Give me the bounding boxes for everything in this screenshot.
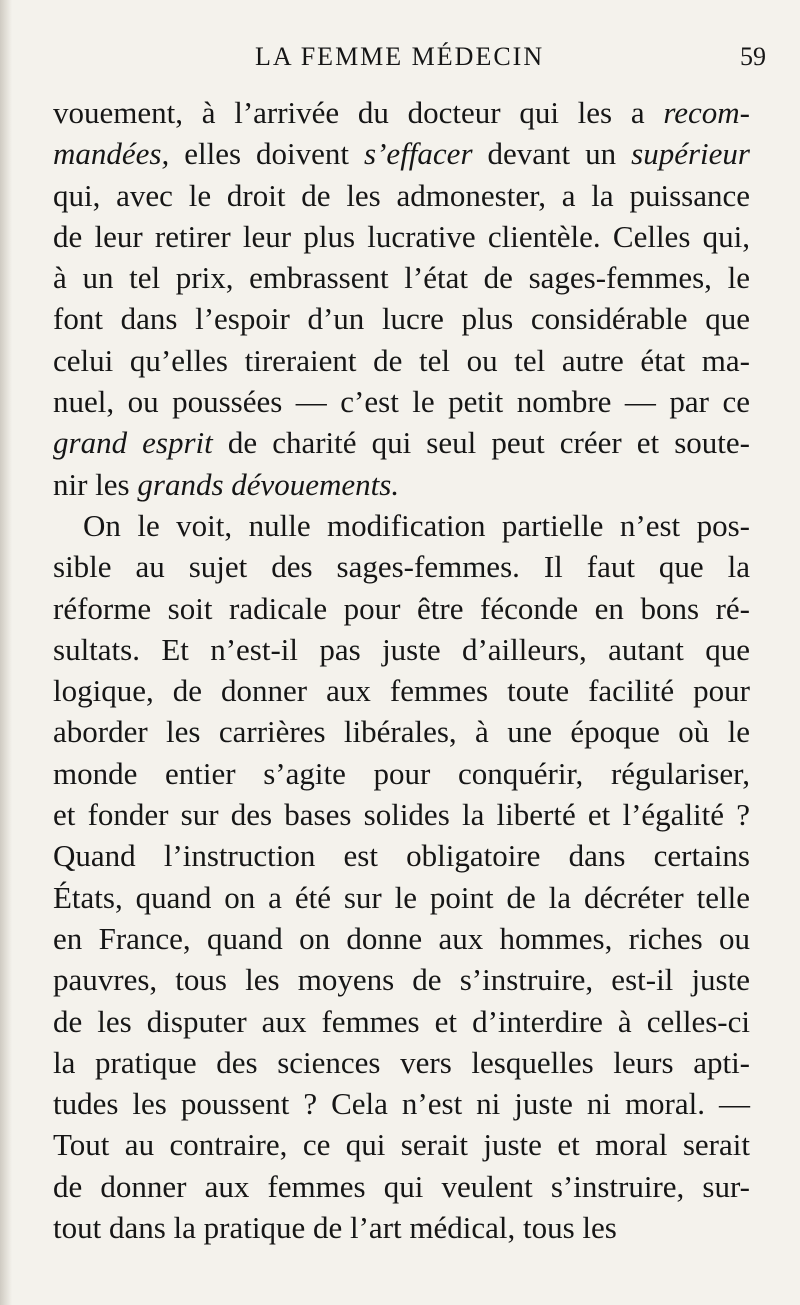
text-line bbox=[53, 505, 750, 546]
text-line bbox=[53, 1207, 750, 1248]
paragraph bbox=[53, 92, 750, 505]
text-segment: tudes les poussent ? Cela n’est ni juste ni moral. — bbox=[53, 1086, 750, 1122]
text-segment: sultats. Et n’est-il pas juste d’ailleurs, autant que bbox=[53, 631, 750, 667]
text-segment: en France, quand on donne aux hommes, riches ou bbox=[53, 920, 750, 956]
paragraph bbox=[53, 505, 750, 1248]
text-line bbox=[53, 1042, 750, 1083]
text-line bbox=[53, 92, 750, 133]
italic-text: grand esprit bbox=[53, 425, 213, 461]
body-text bbox=[53, 92, 750, 1248]
text-segment: Tout au contraire, ce qui serait juste et moral serait bbox=[53, 1127, 750, 1163]
text-line bbox=[53, 1166, 750, 1207]
text-segment: pauvres, tous les moyens de s’instruire, est-il juste bbox=[53, 962, 750, 998]
text-segment: On le voit, nulle modification partielle n’est pos- bbox=[83, 507, 750, 543]
text-line bbox=[53, 670, 750, 711]
text-line bbox=[53, 753, 750, 794]
text-line bbox=[53, 1124, 750, 1165]
text-line bbox=[53, 835, 750, 876]
text-segment: qui, avec le droit de les admonester, a la puissance bbox=[53, 177, 750, 213]
text-line bbox=[53, 1001, 750, 1042]
page-header bbox=[60, 40, 766, 80]
text-line bbox=[53, 175, 750, 216]
text-segment: aborder les carrières libérales, à une époque où le bbox=[53, 714, 750, 750]
text-segment: nir les bbox=[53, 466, 138, 502]
italic-text: recom- bbox=[663, 95, 750, 130]
page-edge-shadow bbox=[0, 0, 12, 1305]
text-segment: vouement, à l’arrivée du docteur qui les a bbox=[53, 95, 664, 130]
text-segment: logique, de donner aux femmes toute facilité pour bbox=[53, 673, 750, 709]
text-segment: tout dans la pratique de l’art médical, tous les bbox=[53, 1210, 617, 1246]
text-line bbox=[53, 546, 750, 587]
italic-text: grands dévouements. bbox=[137, 466, 400, 502]
text-segment: elles doivent bbox=[169, 136, 365, 172]
italic-text: supérieur bbox=[631, 136, 750, 172]
text-segment: de leur retirer leur plus lucrative clientèle. Celles qui, bbox=[53, 218, 750, 254]
text-segment: celui qu’elles tireraient de tel ou tel autre état ma- bbox=[53, 342, 750, 378]
text-segment: devant un bbox=[472, 136, 632, 172]
text-segment: nuel, ou poussées — c’est le petit nombre — par ce bbox=[53, 384, 750, 420]
text-segment: de les disputer aux femmes et d’interdire à celles-ci bbox=[53, 1003, 750, 1039]
text-line bbox=[53, 794, 750, 835]
text-segment: de donner aux femmes qui veulent s’instruire, sur- bbox=[53, 1168, 750, 1204]
text-line bbox=[53, 216, 750, 257]
text-segment: de charité qui seul peut créer et soute- bbox=[212, 425, 750, 461]
text-line bbox=[53, 711, 750, 752]
text-segment: États, quand on a été sur le point de la décréter telle bbox=[53, 879, 750, 915]
text-line bbox=[53, 340, 750, 381]
text-segment: à un tel prix, embrassent l’état de sages-femmes, le bbox=[53, 260, 750, 296]
text-line bbox=[53, 959, 750, 1000]
text-line bbox=[53, 1083, 750, 1124]
italic-text: mandées, bbox=[53, 136, 170, 172]
text-segment: sible au sujet des sages-femmes. Il faut que la bbox=[53, 549, 750, 585]
text-segment: réforme soit radicale pour être féconde en bons ré- bbox=[53, 590, 750, 626]
text-line bbox=[53, 422, 750, 463]
running-title: LA FEMME MÉDECIN bbox=[255, 42, 545, 71]
text-line bbox=[53, 877, 750, 918]
text-line bbox=[53, 133, 750, 174]
page-number: 59 bbox=[740, 42, 766, 71]
text-segment: la pratique des sciences vers lesquelles leurs apti- bbox=[53, 1044, 750, 1080]
text-line bbox=[53, 588, 750, 629]
text-line bbox=[53, 257, 750, 298]
text-line bbox=[53, 298, 750, 339]
text-line bbox=[53, 918, 750, 959]
text-line bbox=[53, 381, 750, 422]
text-segment: Quand l’instruction est obligatoire dans certains bbox=[53, 838, 750, 874]
text-segment: monde entier s’agite pour conquérir, régulariser, bbox=[53, 755, 750, 791]
text-segment: et fonder sur des bases solides la liberté et l’égalité ? bbox=[53, 797, 750, 833]
text-segment: font dans l’espoir d’un lucre plus considérable que bbox=[53, 301, 750, 337]
text-line bbox=[53, 629, 750, 670]
text-line bbox=[53, 464, 750, 505]
italic-text: s’effacer bbox=[364, 136, 473, 172]
